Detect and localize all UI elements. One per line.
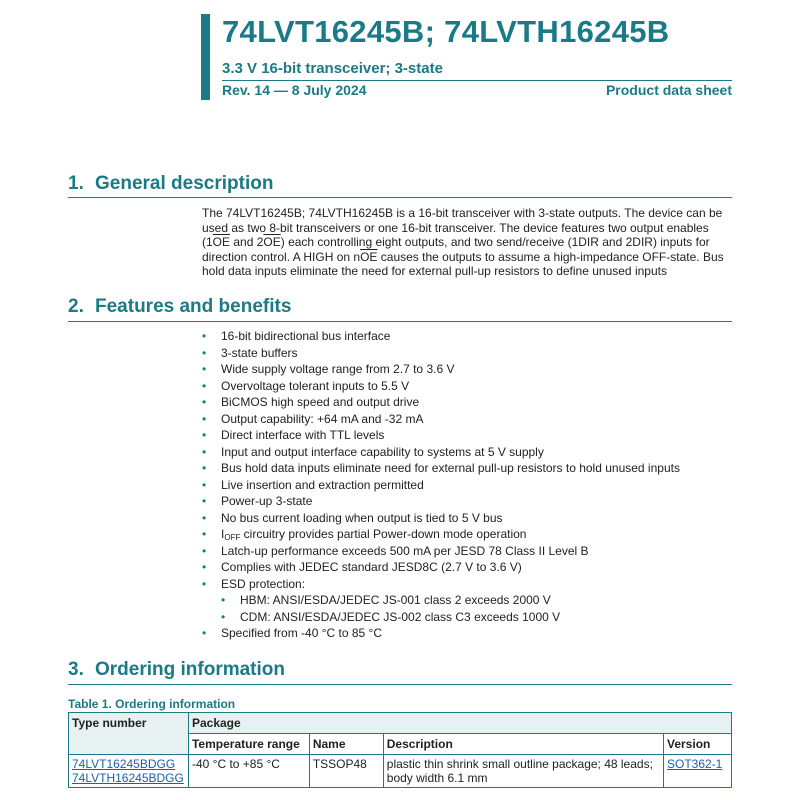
section-title-text: General description (95, 173, 274, 194)
list-item: • 3-state buffers (202, 345, 298, 360)
section-number: 3. (68, 659, 84, 680)
section-heading-features (68, 296, 291, 318)
section-divider (68, 197, 732, 198)
list-item: • 16-bit bidirectional bus interface (202, 329, 391, 343)
header-accent-bar (201, 14, 210, 100)
header-divider (222, 80, 732, 81)
list-item: • Complies with JEDEC standard JESD8C (2.7 V to 3.6 V) (202, 560, 522, 574)
bullet-icon: • (202, 477, 207, 492)
list-item: • Specified from -40 °C to 85 °C (202, 626, 382, 640)
header-name: Name (309, 734, 383, 755)
bullet-icon: • (221, 609, 226, 624)
bullet-icon: • (202, 362, 207, 376)
section-divider (68, 684, 732, 685)
bullet-icon: • (202, 329, 207, 343)
bullet-icon: • (202, 411, 207, 426)
document-subtitle: 3.3 V 16-bit transceiver; 3-state (222, 60, 443, 77)
list-item: • Wide supply voltage range from 2.7 to 3.6 V (202, 362, 455, 376)
section-divider (68, 321, 732, 322)
link-sot362-1[interactable]: SOT362-1 (667, 757, 723, 771)
bullet-icon: • (202, 494, 207, 508)
bullet-icon: • (221, 593, 226, 607)
bullet-icon: • (202, 428, 207, 442)
table-caption: Table 1. Ordering information (68, 697, 236, 711)
cell-temperature-range: -40 °C to +85 °C (188, 755, 309, 788)
general-description-text: The 74LVT16245B; 74LVTH16245B is a 16-bit transceiver with 3-state outputs. The device can be used as two 8-bit transceivers or one 16-bit transceiver. The device features two output enables ($1\overline{OE}$ and $2\overline{OE}$) each controlling eight outputs, and two send/receive (1DIR and 2DIR) inputs for direction control. A HIGH on $n\overline{OE}$ causes the outputs to assume a high-impedance OFF-state. Bus hold data inputs eliminate the need for external pull-up resistors to define unused inputs (202, 206, 724, 279)
section-heading-ordering (68, 659, 285, 681)
revision-info: Rev. 14 — 8 July 2024 (222, 82, 367, 98)
ordering-table (68, 712, 732, 788)
bullet-icon: • (202, 527, 207, 541)
list-item: • Direct interface with TTL levels (202, 428, 385, 442)
features-list (202, 329, 732, 643)
list-item: • ESD protection: (202, 576, 306, 591)
header-type-number: Type number (69, 713, 189, 755)
bullet-icon: • (202, 510, 207, 525)
link-74lvt16245bdgg[interactable]: 74LVT16245BDGG (72, 757, 176, 771)
section-heading-general (68, 173, 273, 195)
bullet-icon: • (202, 576, 207, 591)
list-item-ioff: • $I_{OFF}$ circuitry provides partial Power-down mode operation (202, 527, 527, 542)
table-row (69, 755, 732, 788)
section-number: 1. (68, 173, 84, 194)
header-description: Description (383, 734, 663, 755)
table-header-row (69, 713, 732, 734)
list-item: • Input and output interface capability to systems at 5 V supply (202, 444, 544, 459)
bullet-icon: • (202, 543, 207, 558)
list-item: • Power-up 3-state (202, 494, 313, 508)
list-item: • BiCMOS high speed and output drive (202, 395, 420, 409)
bullet-icon: • (202, 378, 207, 393)
header-temperature-range: Temperature range (188, 734, 309, 755)
section-title-text: Features and benefits (95, 296, 292, 317)
cell-description: plastic thin shrink small outline package; 48 leads; body width 6.1 mm (383, 755, 663, 788)
bullet-icon: • (202, 345, 207, 360)
link-74lvth16245bdgg[interactable]: 74LVTH16245BDGG (72, 771, 184, 785)
header-version: Version (664, 734, 732, 755)
list-item: • No bus current loading when output is tied to 5 V bus (202, 510, 503, 525)
document-title: 74LVT16245B; 74LVTH16245B (222, 14, 670, 49)
bullet-icon: • (202, 560, 207, 574)
list-item: • Output capability: +64 mA and -32 mA (202, 411, 424, 426)
cell-package-name: TSSOP48 (309, 755, 383, 788)
header-package: Package (188, 713, 731, 734)
list-item: • Live insertion and extraction permitted (202, 477, 424, 492)
bullet-icon: • (202, 444, 207, 459)
list-subitem: • HBM: ANSI/ESDA/JEDEC JS-001 class 2 exceeds 2000 V (221, 593, 551, 607)
bullet-icon: • (202, 461, 207, 475)
list-subitem: • CDM: ANSI/ESDA/JEDEC JS-002 class C3 exceeds 1000 V (221, 609, 561, 624)
list-item: • Bus hold data inputs eliminate need for external pull-up resistors to hold unused inputs (202, 461, 680, 475)
section-number: 2. (68, 296, 84, 317)
bullet-icon: • (202, 626, 207, 640)
cell-type-number (69, 755, 189, 788)
document-type: Product data sheet (605, 82, 732, 98)
bullet-icon: • (202, 395, 207, 409)
list-item: • Overvoltage tolerant inputs to 5.5 V (202, 378, 410, 393)
cell-version (664, 755, 732, 788)
list-item: • Latch-up performance exceeds 500 mA per JESD 78 Class II Level B (202, 543, 589, 558)
section-title-text: Ordering information (95, 659, 285, 680)
